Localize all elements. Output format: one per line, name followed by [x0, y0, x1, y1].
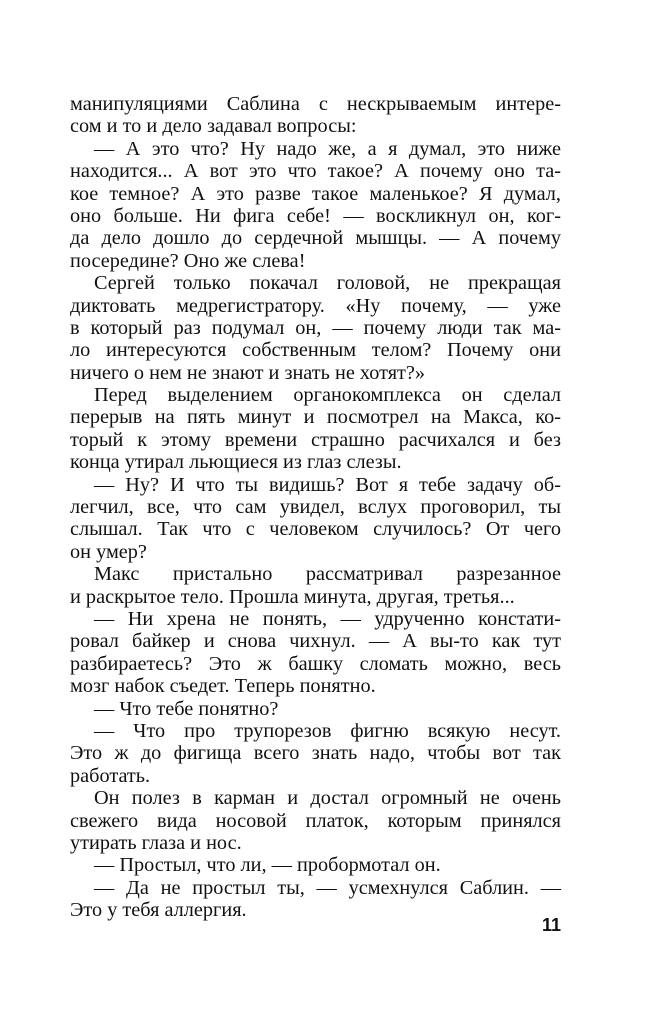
paragraph [70, 93, 561, 138]
page-text [70, 93, 561, 921]
paragraph [70, 854, 561, 876]
text-line: легчил, все, что сам увидел, вслух проговорил, ты [70, 496, 561, 519]
text-line: свежего вида носовой платок, которым принялся [70, 809, 561, 832]
text-line: в который раз подумал он, — почему люди так ма- [70, 316, 561, 339]
text-line: манипуляциями Саблина с нескрываемым интере- [70, 93, 561, 115]
text-line: Сергей только покачал головой, не прекращая [94, 272, 561, 295]
text-line: диктовать медрегистратору. «Ну почему, — уже [70, 294, 561, 317]
text-line: торый к этому времени страшно расчихался и без [70, 428, 561, 451]
text-line: Это ж до фигища всего знать надо, чтобы вот так [70, 742, 561, 765]
paragraph [70, 720, 561, 787]
text-line: ло интересуются собственным телом? Почему они [70, 339, 561, 362]
text-line: Перед выделением органокомплекса он сделал [94, 384, 561, 407]
text-line: он умер? [70, 540, 147, 563]
text-line: находится... А вот это что такое? А почему оно та- [70, 160, 561, 183]
text-line: ничего о нем не знают и знать не хотят?» [70, 361, 426, 384]
text-line: работать. [70, 764, 151, 787]
text-line: — Что тебе понятно? [94, 697, 279, 720]
text-line: — Ни хрена не понять, — удрученно констати- [94, 607, 561, 630]
text-line: — А это что? Ну надо же, а я думал, это ниже [94, 137, 561, 160]
paragraph [70, 272, 561, 384]
paragraph [70, 698, 561, 720]
paragraph [70, 474, 561, 564]
page-number: 11 [541, 915, 561, 935]
text-line: — Ну? И что ты видишь? Вот я тебе задачу об- [94, 473, 561, 496]
paragraph [70, 138, 561, 272]
text-line: и раскрытое тело. Прошла минута, другая, третья... [70, 585, 515, 608]
text-line: сом и то и дело задавал вопросы: [70, 115, 357, 138]
paragraph [70, 608, 561, 698]
text-line: ровал байкер и снова чихнул. — А вы-то как тут [70, 630, 561, 653]
text-line: слышал. Так что с человеком случилось? От чего [70, 518, 561, 541]
paragraph [70, 384, 561, 474]
text-line: кое темное? А это разве такое маленькое? Я думал, [70, 182, 561, 205]
text-line: посередине? Оно же слева! [70, 249, 306, 272]
text-line: Он полез в карман и достал огромный не очень [94, 787, 561, 810]
text-line: разбираетесь? Это ж башку сломать можно, весь [70, 652, 561, 675]
text-line: мозг набок съедет. Теперь понятно. [70, 675, 376, 698]
text-line: утирать глаза и нос. [70, 831, 242, 854]
text-line: — Простыл, что ли, — пробормотал он. [94, 854, 441, 877]
text-line: перерыв на пять минут и посмотрел на Макса, ко- [70, 406, 561, 429]
paragraph [70, 877, 561, 922]
paragraph [70, 787, 561, 854]
text-line: оно больше. Ни фига себе! — воскликнул он, ког- [70, 204, 561, 227]
paragraph [70, 563, 561, 608]
text-line: Это у тебя аллергия. [70, 899, 247, 922]
text-line: да дело дошло до сердечной мышцы. — А почему [70, 227, 561, 250]
text-line: конца утирал льющиеся из глаз слезы. [70, 451, 402, 474]
text-line: Макс пристально рассматривал разрезанное [94, 563, 561, 586]
text-line: — Да не простыл ты, — усмехнулся Саблин. — [94, 876, 561, 899]
text-line: — Что про трупорезов фигню всякую несут. [94, 719, 561, 742]
